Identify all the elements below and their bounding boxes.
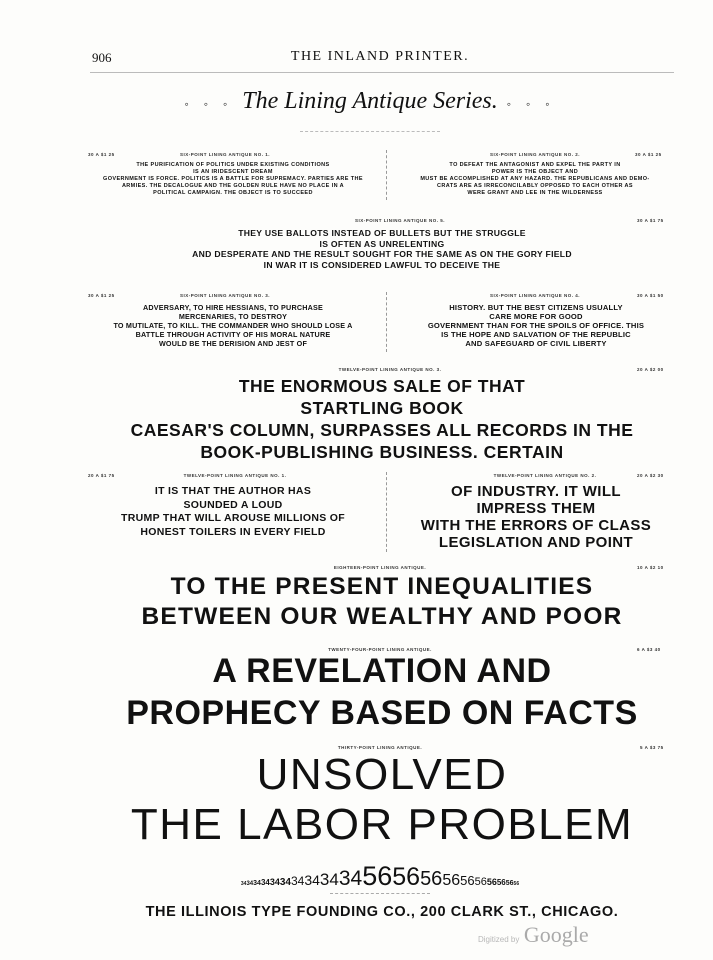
specimen-line: THEY USE BALLOTS INSTEAD OF BULLETS BUT THE STRUGGLE — [238, 228, 526, 238]
specimen-line: MUST BE ACCOMPLISHED AT ANY HAZARD. THE REPUBLICANS AND DEMO- — [420, 176, 650, 182]
header-rule — [90, 72, 674, 73]
specimen-line: IT IS THAT THE AUTHOR HAS — [154, 485, 312, 497]
specimen-six-1 — [88, 162, 378, 197]
specimen-line: THE PURIFICATION OF POLITICS UNDER EXISTING CONDITIONS — [136, 162, 330, 168]
specimen-line: TO MUTILATE, TO KILL. THE COMMANDER WHO SHOULD LOSE A — [113, 321, 353, 330]
figure-group: 56 — [420, 868, 443, 890]
ornament-right: ◦ ◦ ◦ — [497, 97, 556, 111]
figure-group: 34 — [338, 867, 363, 890]
specimen-line: STARTLING BOOK — [300, 398, 464, 418]
column-divider — [386, 292, 387, 352]
specimen-line: IS THE HOPE AND SALVATION OF THE REPUBLIC — [441, 330, 631, 339]
specimen-eighteen — [80, 572, 684, 632]
specimen-line: TRUMP THAT WILL AROUSE MILLIONS OF — [121, 512, 345, 524]
figure-group: 56 — [392, 863, 421, 891]
specimen-line: POLITICAL CAMPAIGN. THE OBJECT IS TO SUCCEED — [153, 190, 313, 196]
specimen-line: WITH THE ERRORS OF CLASS — [420, 517, 652, 534]
figure-group: 34 — [290, 874, 305, 888]
price-six-5: 30 A $1 75 — [637, 218, 664, 223]
figure-group: 34 — [253, 880, 261, 887]
label-six-4: SIX-POINT LINING ANTIQUE NO. 4. — [489, 293, 581, 298]
specimen-line: UNSOLVED — [256, 750, 508, 799]
ornament-left: ◦ ◦ ◦ — [184, 97, 243, 111]
specimen-line: OF INDUSTRY. IT WILL — [451, 483, 621, 500]
label-twelve-3: TWELVE-POINT LINING ANTIQUE NO. 3. — [338, 367, 442, 372]
figure-group: 56 — [496, 878, 506, 887]
specimen-six-4 — [394, 303, 678, 348]
specimen-line: BOOK-PUBLISHING BUSINESS. CERTAIN — [200, 442, 564, 462]
specimen-line: BETWEEN OUR WEALTHY AND POOR — [141, 603, 623, 630]
price-twentyfour: 6 A $3 40 — [637, 647, 661, 652]
series-title-row — [130, 88, 610, 115]
specimen-line: GOVERNMENT IS FORCE. POLITICS IS A BATTLE FOR SUPREMACY. PARTIES ARE THE — [103, 176, 363, 182]
specimen-line: IS AN IRIDESCENT DREAM — [193, 169, 273, 175]
price-twelve-3: 20 A $2 00 — [637, 367, 664, 372]
price-eighteen: 10 A $2 10 — [637, 565, 664, 570]
label-six-5: SIX-POINT LINING ANTIQUE NO. 5. — [354, 218, 446, 223]
specimen-line: CRATS ARE AS IRRECONCILABLY OPPOSED TO EACH OTHER AS — [436, 183, 633, 189]
specimen-line: HONEST TOILERS IN EVERY FIELD — [140, 525, 326, 538]
figure-group: 56 — [442, 872, 461, 889]
figures-line — [110, 862, 650, 890]
label-eighteen: EIGHTEEN-POINT LINING ANTIQUE. — [333, 565, 427, 570]
label-six-3: SIX-POINT LINING ANTIQUE NO. 3. — [179, 293, 271, 298]
digitized-prefix: Digitized by — [478, 935, 520, 944]
specimen-thirty — [80, 750, 684, 850]
specimen-line: WERE GRANT AND LEE IN THE WILDERNESS — [467, 190, 603, 196]
column-divider — [386, 472, 387, 552]
google-logo: Google — [523, 922, 589, 947]
specimen-line: AND SAFEGUARD OF CIVIL LIBERTY — [465, 339, 607, 348]
specimen-six-2 — [394, 162, 676, 197]
specimen-line: THE ENORMOUS SALE OF THAT — [238, 376, 526, 396]
specimen-line: ADVERSARY, TO HIRE HESSIANS, TO PURCHASE — [143, 303, 323, 312]
figure-group: 56 — [474, 876, 487, 888]
price-six-1: 30 A $1 25 — [88, 152, 115, 157]
figure-group: 34 — [260, 878, 270, 887]
specimen-line: AND DESPERATE AND THE RESULT SOUGHT FOR THE SAME AS ON THE GORY FIELD — [192, 249, 572, 259]
specimen-line: SOUNDED A LOUD — [183, 498, 283, 511]
figure-group: 34 — [240, 881, 247, 887]
specimen-line: POWER IS THE OBJECT AND — [491, 169, 579, 175]
title-rule — [300, 131, 440, 132]
specimen-line: IS OFTEN AS UNRELENTING — [319, 238, 445, 249]
figure-group: 34 — [269, 877, 280, 887]
figure-group: 34 — [246, 881, 254, 887]
specimen-line: CAESAR'S COLUMN, SURPASSES ALL RECORDS IN THE — [130, 420, 634, 440]
specimen-six-5 — [88, 228, 676, 270]
label-thirty: THIRTY-POINT LINING ANTIQUE. — [337, 745, 423, 750]
label-six-1: SIX-POINT LINING ANTIQUE NO. 1. — [179, 152, 271, 157]
label-twelve-1: TWELVE-POINT LINING ANTIQUE NO. 1. — [183, 473, 287, 478]
specimen-line: WOULD BE THE DERISION AND JEST OF — [158, 339, 308, 348]
figure-group: 34 — [304, 872, 320, 888]
specimen-twelve-1 — [88, 485, 378, 539]
foundry-imprint: THE ILLINOIS TYPE FOUNDING CO., 200 CLARK ST., CHICAGO. — [145, 904, 619, 920]
figure-group: 56 — [513, 881, 520, 887]
label-twelve-2: TWELVE-POINT LINING ANTIQUE NO. 2. — [493, 473, 597, 478]
price-six-4: 30 A $1 50 — [637, 293, 664, 298]
price-six-2: 30 A $1 25 — [635, 152, 662, 157]
specimen-line: IMPRESS THEM — [476, 500, 596, 517]
specimen-line: THE LABOR PROBLEM — [130, 800, 634, 849]
price-six-3: 30 A $1 25 — [88, 293, 115, 298]
label-six-2: SIX-POINT LINING ANTIQUE NO. 2. — [489, 152, 581, 157]
specimen-line: BATTLE THROUGH ACTIVITY OF HIS MORAL NATURE — [135, 330, 331, 339]
figure-group: 34 — [279, 877, 291, 888]
series-title: The Lining Antique Series. — [242, 88, 498, 114]
figure-group: 34 — [319, 870, 339, 889]
label-twentyfour: TWENTY-FOUR-POINT LINING ANTIQUE. — [328, 647, 432, 652]
specimen-line: TO DEFEAT THE ANTAGONIST AND EXPEL THE PARTY IN — [449, 162, 621, 168]
figure-group: 56 — [460, 873, 475, 888]
specimen-line: TO THE PRESENT INEQUALITIES — [170, 573, 594, 600]
price-twelve-1: 20 A $1 75 — [88, 473, 115, 478]
specimen-line: HISTORY. BUT THE BEST CITIZENS USUALLY — [449, 303, 623, 312]
specimen-twelve-3 — [80, 375, 684, 463]
specimen-line: LEGISLATION AND POINT — [438, 534, 634, 551]
specimen-line: A REVELATION AND — [212, 652, 552, 690]
specimen-twelve-2 — [394, 483, 678, 551]
specimen-line: GOVERNMENT THAN FOR THE SPOILS OF OFFICE. THIS — [427, 321, 645, 330]
figure-group: 56 — [486, 877, 497, 887]
specimen-line: PROPHECY BASED ON FACTS — [126, 694, 638, 732]
page-number: 906 — [92, 50, 112, 65]
price-thirty: 5 A $3 75 — [640, 745, 664, 750]
figure-group: 56 — [505, 880, 514, 887]
specimen-line: ARMIES. THE DECALOGUE AND THE GOLDEN RULE HAVE NO PLACE IN A — [121, 183, 345, 189]
specimen-six-3 — [88, 303, 378, 348]
figure-group: 56 — [362, 861, 393, 891]
journal-title: THE INLAND PRINTER. — [290, 49, 470, 64]
digitized-watermark — [478, 922, 589, 948]
specimen-line: MERCENARIES, TO DESTROY — [178, 312, 288, 321]
specimen-line: IN WAR IT IS CONSIDERED LAWFUL TO DECEIVE THE — [263, 259, 501, 270]
column-divider — [386, 150, 387, 200]
price-twelve-2: 20 A $2 30 — [637, 473, 664, 478]
figures-rule — [330, 893, 430, 894]
specimen-twentyfour — [80, 650, 684, 734]
specimen-line: CARE MORE FOR GOOD — [489, 312, 583, 321]
